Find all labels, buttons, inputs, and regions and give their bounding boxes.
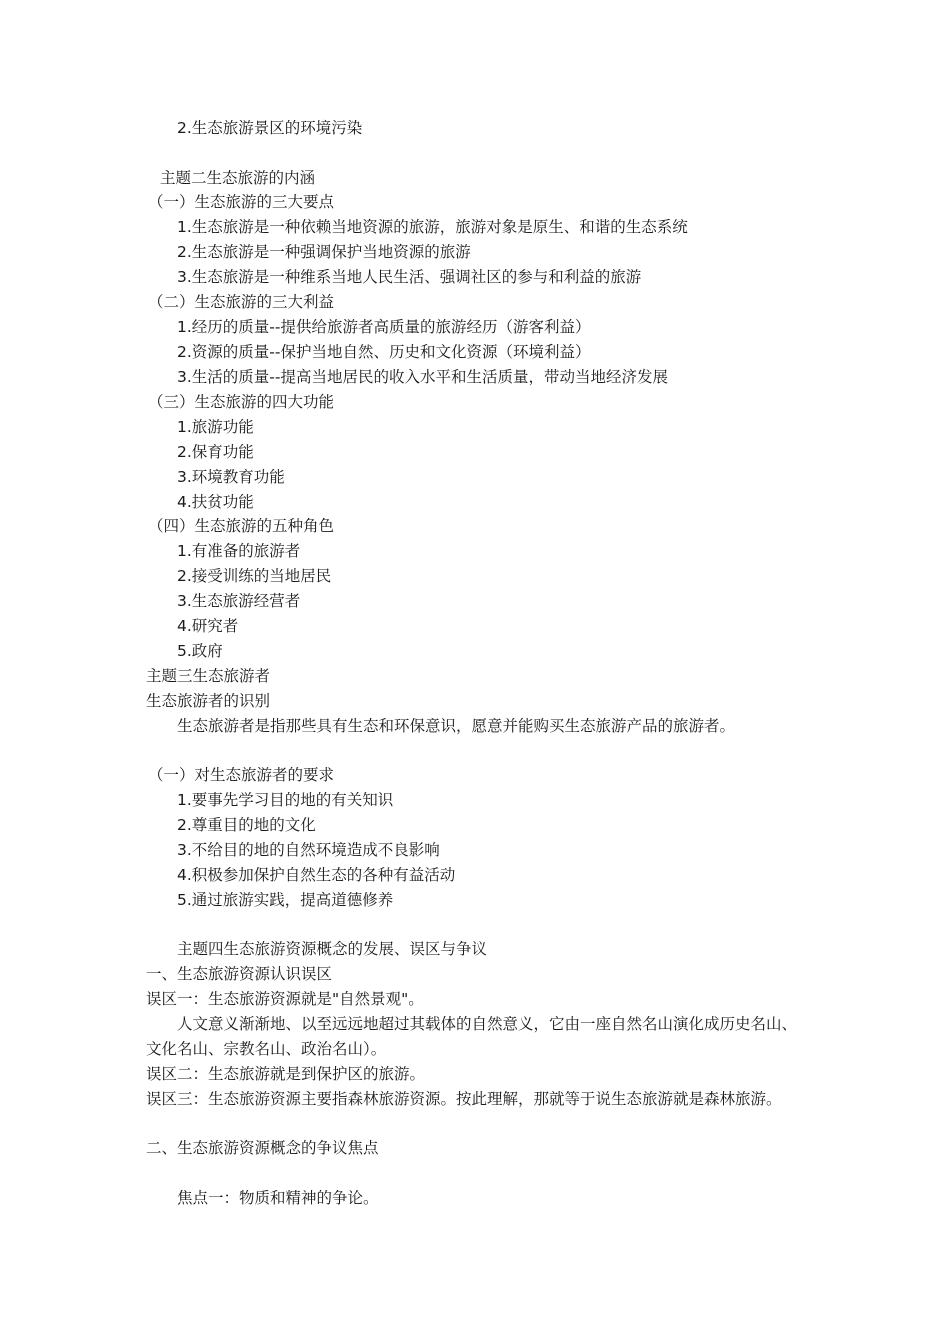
subsection-heading: （四）生态旅游的五种角色	[148, 517, 335, 535]
list-item: 2.保育功能	[177, 443, 254, 461]
list-item: 2.接受训练的当地居民	[177, 567, 332, 585]
list-item: 4.研究者	[177, 617, 239, 635]
list-item: 5.政府	[177, 642, 223, 660]
subsection-heading: （三）生态旅游的四大功能	[148, 393, 335, 411]
section-heading: 主题三生态旅游者	[146, 667, 271, 685]
paragraph: 生态旅游者是指那些具有生态和环保意识，愿意并能购买生态旅游产品的旅游者。	[177, 717, 736, 735]
list-item: 3.不给目的地的自然环境造成不良影响	[177, 841, 440, 859]
list-item: 5.通过旅游实践，提高道德修养	[177, 891, 394, 909]
paragraph: 人文意义渐渐地、以至远远地超过其载体的自然意义，它由一座自然名山演化成历史名山、文化名山、宗教名山、政治名山）。	[146, 1015, 798, 1058]
text-line: 误区二：生态旅游就是到保护区的旅游。	[146, 1065, 426, 1083]
list-item: 1.旅游功能	[177, 418, 254, 436]
text-line: 焦点一：物质和精神的争论。	[177, 1189, 379, 1207]
subsection-heading: （一）生态旅游的三大要点	[148, 193, 335, 211]
list-item: 3.生态旅游经营者	[177, 592, 301, 610]
text-line: 2.生态旅游景区的环境污染	[177, 119, 363, 137]
text-line: 误区三：生态旅游资源主要指森林旅游资源。按此理解，那就等于说生态旅游就是森林旅游。	[146, 1090, 782, 1108]
list-item: 2.资源的质量--保护当地自然、历史和文化资源（环境利益）	[177, 343, 591, 361]
list-item: 3.环境教育功能	[177, 468, 285, 486]
list-item: 4.扶贫功能	[177, 493, 254, 511]
list-item: 1.要事先学习目的地的有关知识	[177, 791, 394, 809]
list-item: 1.经历的质量--提供给旅游者高质量的旅游经历（游客利益）	[177, 318, 591, 336]
section-heading: 主题四生态旅游资源概念的发展、误区与争议	[177, 940, 488, 958]
list-item: 1.有准备的旅游者	[177, 542, 301, 560]
list-item: 3.生活的质量--提高当地居民的收入水平和生活质量，带动当地经济发展	[177, 368, 668, 386]
subsection-heading: 一、生态旅游资源认识误区	[146, 965, 333, 983]
subsection-heading: 生态旅游者的识别	[146, 692, 271, 710]
subsection-heading: （二）生态旅游的三大利益	[148, 293, 335, 311]
text-line: 误区一：生态旅游资源就是"自然景观"。	[146, 990, 424, 1008]
subsection-heading: （一）对生态旅游者的要求	[148, 766, 335, 784]
list-item: 4.积极参加保护自然生态的各种有益活动	[177, 866, 456, 884]
list-item: 2.生态旅游是一种强调保护当地资源的旅游	[177, 243, 471, 261]
list-item: 2.尊重目的地的文化	[177, 816, 316, 834]
list-item: 3.生态旅游是一种维系当地人民生活、强调社区的参与和利益的旅游	[177, 268, 642, 286]
section-heading: 主题二生态旅游的内涵	[160, 169, 316, 187]
subsection-heading: 二、生态旅游资源概念的争议焦点	[146, 1139, 379, 1157]
list-item: 1.生态旅游是一种依赖当地资源的旅游，旅游对象是原生、和谐的生态系统	[177, 218, 688, 236]
